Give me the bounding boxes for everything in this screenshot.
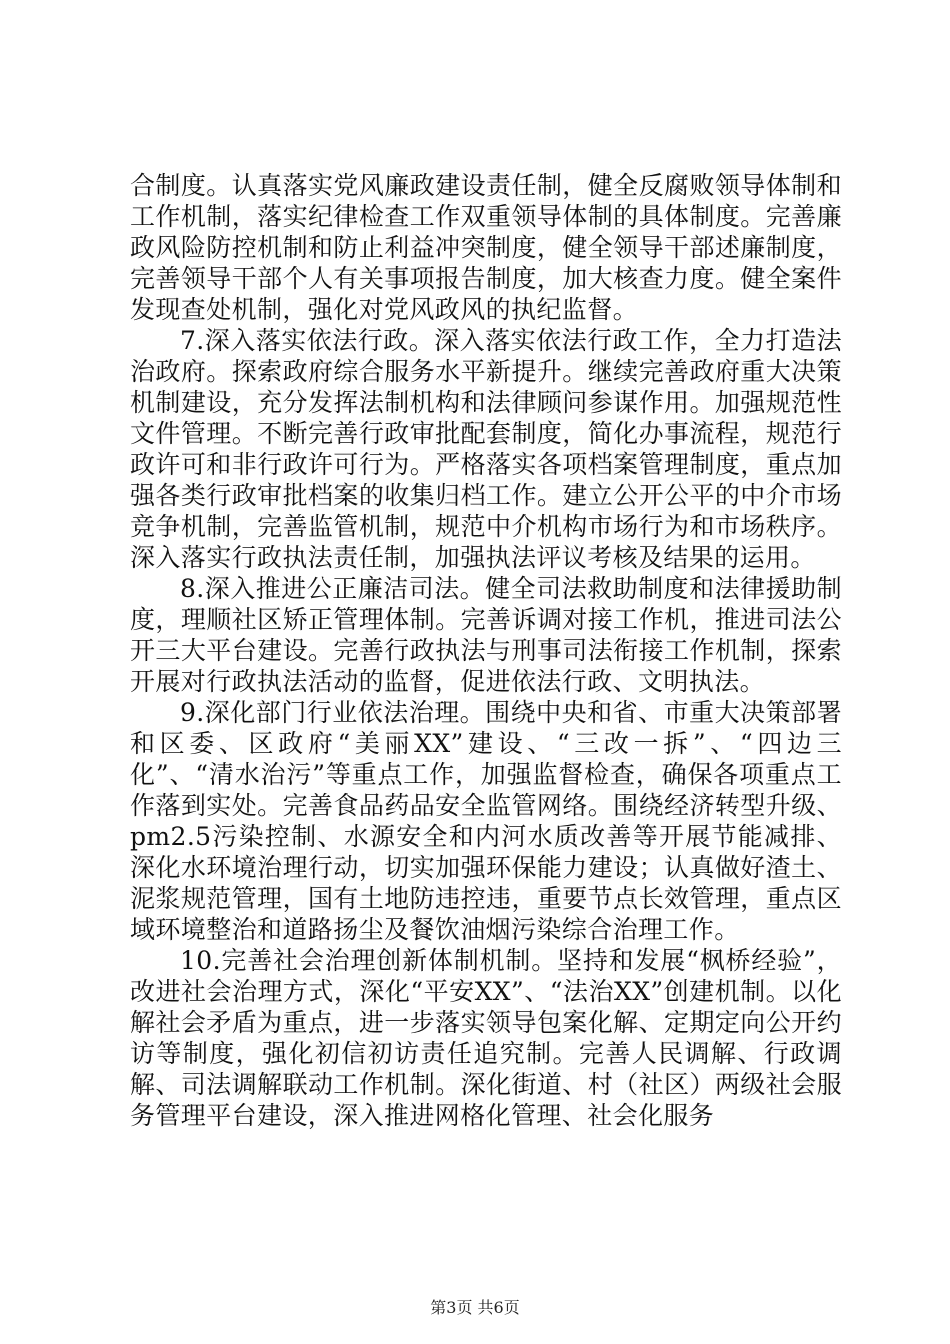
paragraph-item-9: 9.深化部门行业依法治理。围绕中央和省、市重大决策部署和区委、区政府“美丽XX”建设、“三改一拆”、“四边三化”、“清水治污”等重点工作，加强监督检查，确保各项重点工作落到实处。完善食品药品安全监管网络。围绕经济转型升级、pm2.5污染控制、水源安全和内河水质改善等开展节能减排、深化水环境治理行动，切实加强环保能力建设；认真做好渣土、泥浆规范管理，国有土地防违控违，重要节点长效管理，重点区域环境整治和道路扬尘及餐饮油烟污染综合治理工作。 (130, 698, 842, 944)
page-number-footer: 第3页 共6页 (430, 1298, 520, 1317)
document-body (130, 170, 842, 1131)
paragraph-item-8: 8.深入推进公正廉洁司法。健全司法救助制度和法律援助制度，理顺社区矫正管理体制。完善诉调对接工作机，推进司法公开三大平台建设。完善行政执法与刑事司法衔接工作机制，探索开展对行政执法活动的监督，促进依法行政、文明执法。 (130, 574, 842, 696)
paragraph-item-7: 7.深入落实依法行政。深入落实依法行政工作，全力打造法治政府。探索政府综合服务水平新提升。继续完善政府重大决策机制建设，充分发挥法制机构和法律顾问参谋作用。加强规范性文件管理。不断完善行政审批配套制度，简化办事流程，规范行政许可和非行政许可行为。严格落实各项档案管理制度，重点加强各类行政审批档案的收集归档工作。建立公开公平的中介市场竞争机制，完善监管机制，规范中介机构市场行为和市场秩序。深入落实行政执法责任制，加强执法评议考核及结果的运用。 (130, 326, 842, 572)
paragraph-continuation: 合制度。认真落实党风廉政建设责任制，健全反腐败领导体制和工作机制，落实纪律检查工作双重领导体制的具体制度。完善廉政风险防控机制和防止利益冲突制度，健全领导干部述廉制度，完善领导干部个人有关事项报告制度，加大核查力度。健全案件发现查处机制，强化对党风政风的执纪监督。 (130, 171, 842, 324)
paragraph-item-10: 10.完善社会治理创新体制机制。坚持和发展“枫桥经验”，改进社会治理方式，深化“平安XX”、“法治XX”创建机制。以化解社会矛盾为重点，进一步落实领导包案化解、定期定向公开约访等制度，强化初信初访责任追究制。完善人民调解、行政调解、司法调解联动工作机制。深化街道、村（社区）两级社会服务管理平台建设，深入推进网格化管理、社会化服务 (130, 946, 842, 1130)
